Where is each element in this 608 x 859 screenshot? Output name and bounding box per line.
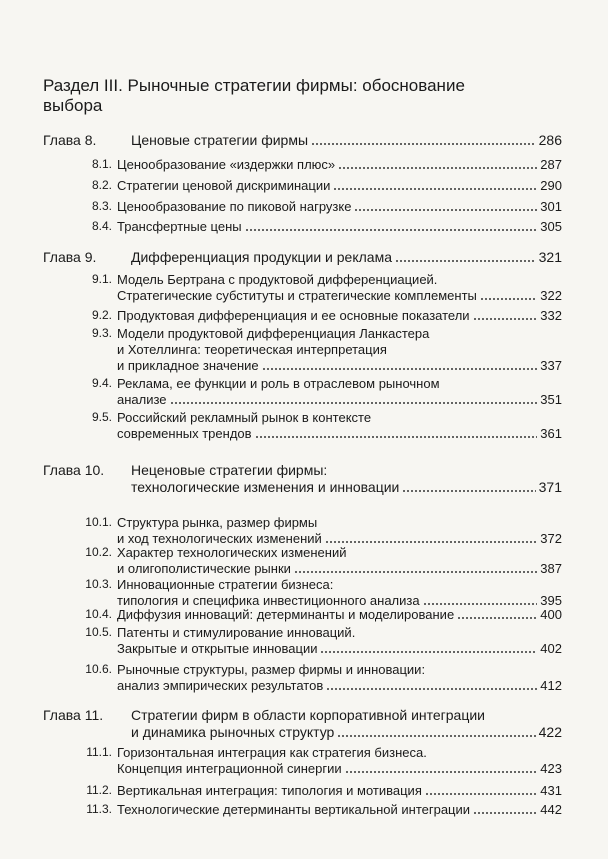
section-number: 10.5. <box>85 625 112 639</box>
page-number: 372 <box>540 531 562 546</box>
section-number: 9.1. <box>91 272 112 286</box>
section-number: 9.2. <box>91 308 112 322</box>
page-number: 322 <box>540 288 562 303</box>
section-number: 8.4. <box>91 219 112 233</box>
section-number: 9.5. <box>91 410 112 424</box>
entry-title-line: Инновационные стратегии бизнеса: <box>117 577 334 592</box>
section-number: 11.3. <box>86 802 112 816</box>
page-number: 431 <box>540 783 562 798</box>
dot-leader <box>294 564 537 574</box>
dot-leader <box>425 786 537 796</box>
entry-title-line: Неценовые стратегии фирмы: <box>131 462 328 478</box>
entry-title-line: Стратегии фирм в области корпоративной интеграции <box>131 707 485 723</box>
entry-title-line: современных трендов <box>117 426 252 441</box>
entry-title-line: и прикладное значение <box>117 358 259 373</box>
section-number: 8.1. <box>91 157 112 171</box>
section-number: 10.4. <box>85 607 112 621</box>
dot-leader <box>325 534 538 544</box>
chapter-number: Глава 9. <box>43 249 97 265</box>
page-number: 371 <box>538 479 562 495</box>
page-number: 402 <box>540 641 562 656</box>
section-number: 11.2. <box>86 783 112 797</box>
dot-leader <box>480 291 537 301</box>
section-title: Раздел III. Рыночные стратегии фирмы: обоснование выбора <box>43 76 465 115</box>
page-number: 321 <box>538 249 562 265</box>
entry-title-line: Российский рекламный рынок в контексте <box>117 410 372 425</box>
entry-title-line: Модель Бертрана с продуктовой дифференциацией. <box>117 272 438 287</box>
page-number: 442 <box>540 802 562 817</box>
page-number: 422 <box>538 724 562 740</box>
entry-title-line: Модели продуктовой дифференциация Ланкастера <box>117 326 430 341</box>
entry-title-line: Диффузия инноваций: детерминанты и моделирование <box>117 607 455 622</box>
dot-leader <box>402 483 535 493</box>
entry-title-line: Рыночные структуры, размер фирмы и инновации: <box>117 662 426 677</box>
dot-leader <box>345 764 538 774</box>
page-number: 290 <box>540 178 562 193</box>
dot-leader <box>311 136 536 146</box>
dot-leader <box>473 311 538 321</box>
page-number: 387 <box>540 561 562 576</box>
dot-leader <box>457 610 537 620</box>
entry-title-line: Закрытые и открытые инновации <box>117 641 318 656</box>
entry-title-line: анализ эмпирических результатов <box>117 678 324 693</box>
entry-title-line: Технологические детерминанты вертикальной интеграции <box>117 802 471 817</box>
entry-title-line: Стратегические субституты и стратегические комплементы <box>117 288 477 303</box>
entry-title-line: Горизонтальная интеграция как стратегия бизнеса. <box>117 745 427 760</box>
dot-leader <box>326 681 537 691</box>
page-number: 395 <box>540 593 562 608</box>
dot-leader <box>337 728 535 738</box>
dot-leader <box>320 644 537 654</box>
page-number: 286 <box>538 132 562 148</box>
entry-title-line: и олигополистические рынки <box>117 561 291 576</box>
entry-title-line: Ценовые стратегии фирмы <box>131 132 309 148</box>
page-number: 337 <box>540 358 562 373</box>
page-number: 301 <box>540 199 562 214</box>
entry-title-line: анализе <box>117 392 167 407</box>
entry-title-line: Структура рынка, размер фирмы <box>117 515 318 530</box>
section-number: 10.1. <box>85 515 112 529</box>
entry-title-line: и динамика рыночных структур <box>131 724 335 740</box>
entry-title-line: Дифференциация продукции и реклама <box>131 249 392 265</box>
section-number: 9.4. <box>91 376 112 390</box>
chapter-number: Глава 8. <box>43 132 97 148</box>
dot-leader <box>170 395 538 405</box>
page-number: 351 <box>540 392 562 407</box>
entry-title-line: Ценообразование «издержки плюс» <box>117 157 336 172</box>
entry-title-line: Продуктовая дифференциация и ее основные показатели <box>117 308 470 323</box>
entry-title-line: Трансфертные цены <box>117 219 242 234</box>
section-number: 11.1. <box>86 745 112 759</box>
entry-title-line: и ход технологических изменений <box>117 531 322 546</box>
dot-leader <box>338 160 537 170</box>
dot-leader <box>245 222 538 232</box>
entry-title-line: технологические изменения и инновации <box>131 479 400 495</box>
section-number: 8.3. <box>91 199 112 213</box>
entry-title-line: типология и специфика инвестиционного анализа <box>117 593 420 608</box>
dot-leader <box>423 596 538 606</box>
entry-title-line: Вертикальная интеграция: типология и мотивация <box>117 783 422 798</box>
chapter-number: Глава 11. <box>43 707 104 723</box>
page-number: 305 <box>540 219 562 234</box>
entry-title-line: Характер технологических изменений <box>117 545 347 560</box>
section-number: 10.6. <box>85 662 112 676</box>
entry-title-line: и Хотеллинга: теоретическая интерпретация <box>117 342 387 357</box>
page-number: 423 <box>540 761 562 776</box>
entry-title-line: Реклама, ее функции и роль в отраслевом рыночном <box>117 376 440 391</box>
dot-leader <box>354 202 537 212</box>
dot-leader <box>395 253 536 263</box>
section-number: 8.2. <box>91 178 112 192</box>
page-number: 400 <box>540 607 562 622</box>
dot-leader <box>262 361 538 371</box>
page-number: 361 <box>540 426 562 441</box>
page-number: 412 <box>540 678 562 693</box>
section-number: 10.3. <box>85 577 112 591</box>
dot-leader <box>473 805 537 815</box>
entry-title-line: Стратегии ценовой дискриминации <box>117 178 331 193</box>
entry-title-line: Ценообразование по пиковой нагрузке <box>117 199 352 214</box>
page-number: 287 <box>540 157 562 172</box>
dot-leader <box>333 181 537 191</box>
entry-title-line: Патенты и стимулирование инноваций. <box>117 625 356 640</box>
dot-leader <box>255 429 538 439</box>
entry-title-line: Концепция интеграционной синергии <box>117 761 342 776</box>
section-number: 10.2. <box>85 545 112 559</box>
section-number: 9.3. <box>91 326 112 340</box>
chapter-number: Глава 10. <box>43 462 105 478</box>
page-number: 332 <box>540 308 562 323</box>
